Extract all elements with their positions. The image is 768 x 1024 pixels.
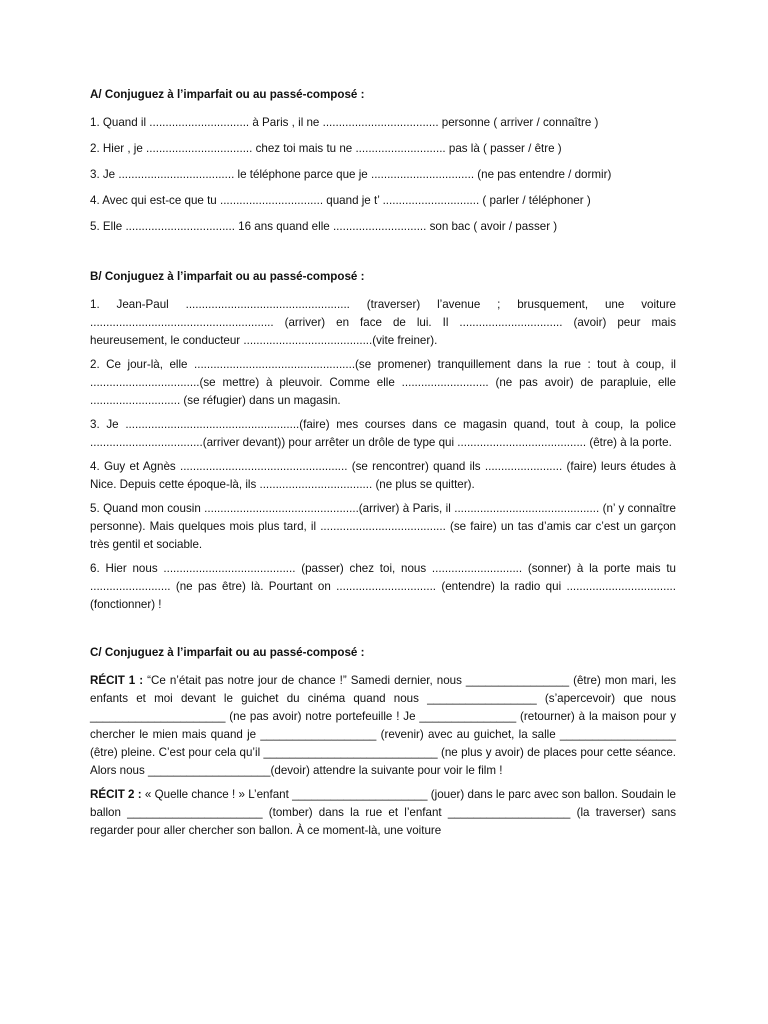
exercise-b-item-6: 6. Hier nous ......................................... (passer) chez toi, nous ............................ (sonner) à la porte mais tu ......................... (ne pas être) là. Pourtant on ............................... (entendre) la radio qui .................................. (fonctionner) ! bbox=[90, 562, 676, 611]
exercise-a-item-5: 5. Elle .................................. 16 ans quand elle ............................. son bac ( avoir / passer ) bbox=[90, 220, 558, 233]
section-c-title: C/ Conjuguez à l’imparfait ou au passé-composé : bbox=[90, 646, 365, 659]
recit-1 bbox=[90, 672, 676, 780]
exercise-b-item-2: 2. Ce jour-là, elle ..................................................(se promener) tranquillement dans la rue : tout à coup, il ..................................(se mettre) à pleuvoir. Comme elle ........................... (ne pas avoir) de parapluie, elle ............................ (se réfugier) dans un magasin. bbox=[90, 358, 676, 407]
recit-2 bbox=[90, 786, 676, 840]
exercise-b-item-1: 1. Jean-Paul ................................................... (traverser) l’avenue ; brusquement, une voiture ......................................................... (arriver) en face de lui. Il ................................ (avoir) peur mais heureusement, le conducteur ........................................(vite freiner). bbox=[90, 298, 676, 347]
section-a bbox=[90, 86, 676, 236]
section-b bbox=[90, 268, 676, 614]
recit-1-text: “Ce n’était pas notre jour de chance !” Samedi dernier, nous ________________ (être) mon mari, les enfants et moi devant le guichet du cinéma quand nous _________________ (s’apercevoir) que nous _____________________ (ne pas avoir) notre portefeuille ! Je _______________ (retourner) à la maison pour y chercher le mien mais quand je __________________ (revenir) avec au guichet, la salle __________________ (être) pleine. C’est pour cela qu’il ___________________________ (ne plus y avoir) de places pour cette séance. Alors nous ___________________(devoir) attendre la suivante pour voir le film ! bbox=[90, 674, 676, 777]
recit-2-label: RÉCIT 2 : bbox=[90, 788, 142, 801]
section-a-title: A/ Conjuguez à l’imparfait ou au passé-composé : bbox=[90, 88, 365, 101]
section-b-title: B/ Conjuguez à l’imparfait ou au passé-composé : bbox=[90, 270, 365, 283]
exercise-a-item-3: 3. Je .................................... le téléphone parce que je ................................ (ne pas entendre / dormir) bbox=[90, 168, 612, 181]
exercise-a-item-2: 2. Hier , je ................................. chez toi mais tu ne ............................ pas là ( passer / être ) bbox=[90, 142, 562, 155]
recit-1-label: RÉCIT 1 : bbox=[90, 674, 144, 687]
recit-2-text: « Quelle chance ! » L’enfant _____________________ (jouer) dans le parc avec son ballon. Soudain le ballon _____________________ (tomber) dans la rue et l’enfant ___________________ (la traverser) sans regarder pour aller chercher son ballon. À ce moment-là, une voiture bbox=[90, 788, 676, 837]
exercise-b-item-4: 4. Guy et Agnès .................................................... (se rencontrer) quand ils ........................ (faire) leurs études à Nice. Depuis cette époque-là, ils ................................... (ne plus se quitter). bbox=[90, 460, 676, 491]
exercise-b-item-5: 5. Quand mon cousin ................................................(arriver) à Paris, il ............................................. (n’ y connaître personne). Mais quelques mois plus tard, il ....................................... (se faire) un tas d’amis car c’est un garçon très gentil et sociable. bbox=[90, 502, 676, 551]
exercise-b-item-3: 3. Je ......................................................(faire) mes courses dans ce magasin quand, tout à coup, la police ...................................(arriver devant)) pour arrêter un drôle de type qui ........................................ (être) à la porte. bbox=[90, 418, 676, 449]
section-c bbox=[90, 644, 676, 840]
worksheet-page bbox=[90, 86, 676, 846]
exercise-a-item-4: 4. Avec qui est-ce que tu ................................ quand je t’ .............................. ( parler / téléphoner ) bbox=[90, 194, 591, 207]
exercise-a-item-1: 1. Quand il ............................... à Paris , il ne .................................... personne ( arriver / connaître ) bbox=[90, 116, 599, 129]
